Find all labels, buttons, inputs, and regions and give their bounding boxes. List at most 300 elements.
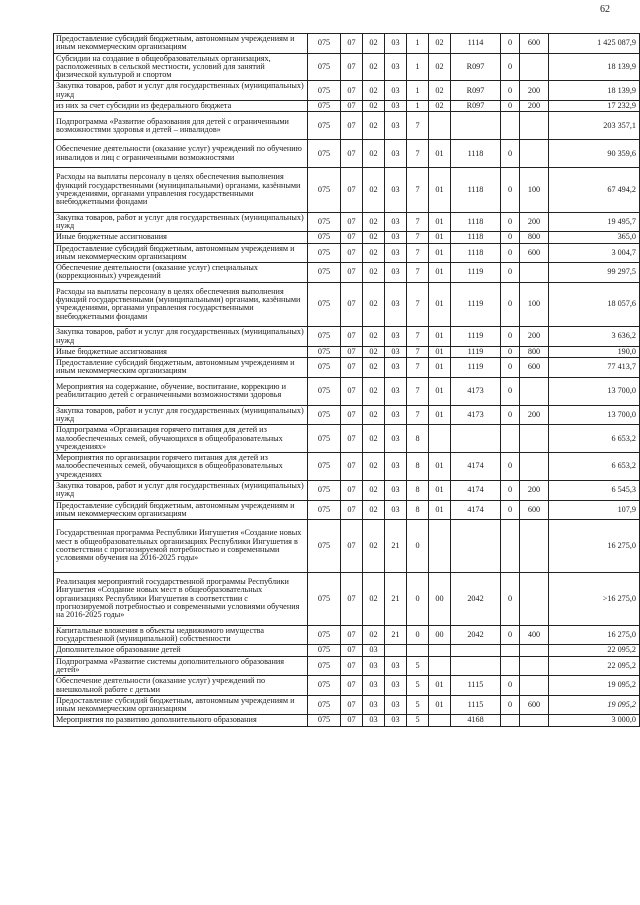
subprogram-code-cell: 7 [407,112,429,140]
digit-code-cell: 0 [501,500,520,520]
table-row [54,695,640,715]
program-code-cell: 03 [385,243,407,263]
expense-name-cell: Мероприятия по развитию дополнительного образования [54,715,308,726]
section-code-cell: 07 [341,34,363,54]
ministry-code-cell: 075 [308,168,341,213]
subsection-code-cell: 02 [363,243,385,263]
table-row [54,346,640,357]
table-row [54,645,640,656]
expense-type-code-cell: 600 [520,695,549,715]
program-code-cell: 03 [385,168,407,213]
digit-code-cell: 0 [501,453,520,481]
program-code-cell: 03 [385,263,407,283]
subprogram-code-cell: 7 [407,140,429,168]
digit-code-cell [501,645,520,656]
activity-code-cell [429,112,451,140]
ministry-code-cell: 075 [308,232,341,243]
expense-type-code-cell: 600 [520,358,549,378]
table-row [54,676,640,696]
program-code-cell: 03 [385,232,407,243]
table-row [54,327,640,347]
activity-code-cell: 00 [429,625,451,645]
activity-code-cell: 01 [429,480,451,500]
table-row [54,715,640,726]
program-code-cell: 03 [385,358,407,378]
digit-code-cell: 0 [501,377,520,405]
subsection-code-cell: 02 [363,480,385,500]
table-row [54,453,640,481]
subsection-code-cell: 02 [363,520,385,573]
program-code-cell: 03 [385,34,407,54]
section-code-cell: 07 [341,101,363,112]
direction-code-cell: 1119 [451,282,501,327]
expense-name-cell: Обеспечение деятельности (оказание услуг) учреждений по обучению инвалидов и лиц с ограниченными возможностями [54,140,308,168]
subprogram-code-cell: 7 [407,168,429,213]
activity-code-cell: 01 [429,377,451,405]
expense-name-cell: Закупка товаров, работ и услуг для государственных (муниципальных) нужд [54,327,308,347]
direction-code-cell: R097 [451,101,501,112]
program-code-cell: 21 [385,520,407,573]
amount-cell: >16 275,0 [549,572,640,625]
direction-code-cell: 4168 [451,715,501,726]
amount-cell: 99 297,5 [549,263,640,283]
expense-type-code-cell [520,520,549,573]
table-row [54,425,640,453]
expense-type-code-cell: 800 [520,346,549,357]
activity-code-cell: 01 [429,243,451,263]
digit-code-cell: 0 [501,243,520,263]
expense-name-cell: Подпрограмма «Организация горячего питания для детей из малообеспеченных семей, обучающихся в общеобразовательных учреждениях» [54,425,308,453]
expense-type-code-cell: 200 [520,480,549,500]
direction-code-cell [451,520,501,573]
program-code-cell: 03 [385,212,407,232]
subprogram-code-cell: 7 [407,243,429,263]
amount-cell: 13 700,0 [549,377,640,405]
section-code-cell: 07 [341,480,363,500]
amount-cell: 1 425 087,9 [549,34,640,54]
ministry-code-cell: 075 [308,34,341,54]
section-code-cell: 07 [341,425,363,453]
section-code-cell: 07 [341,81,363,101]
subsection-code-cell: 02 [363,572,385,625]
expense-type-code-cell [520,53,549,81]
digit-code-cell: 0 [501,81,520,101]
expense-type-code-cell: 200 [520,81,549,101]
ministry-code-cell: 075 [308,715,341,726]
subprogram-code-cell: 7 [407,405,429,425]
digit-code-cell: 0 [501,572,520,625]
table-row [54,572,640,625]
ministry-code-cell: 075 [308,112,341,140]
amount-cell: 67 494,2 [549,168,640,213]
expense-type-code-cell [520,425,549,453]
amount-cell: 3 000,0 [549,715,640,726]
expense-name-cell: Закупка товаров, работ и услуг для государственных (муниципальных) нужд [54,81,308,101]
subsection-code-cell: 03 [363,656,385,676]
program-code-cell: 03 [385,346,407,357]
subprogram-code-cell: 1 [407,81,429,101]
digit-code-cell: 0 [501,480,520,500]
program-code-cell: 03 [385,53,407,81]
subsection-code-cell: 02 [363,112,385,140]
amount-cell: 190,0 [549,346,640,357]
direction-code-cell [451,645,501,656]
activity-code-cell: 01 [429,346,451,357]
direction-code-cell: 2042 [451,572,501,625]
table-row [54,377,640,405]
digit-code-cell: 0 [501,53,520,81]
activity-code-cell [429,656,451,676]
subsection-code-cell: 02 [363,168,385,213]
activity-code-cell: 01 [429,405,451,425]
expense-name-cell: Мероприятия на содержание, обучение, воспитание, коррекцию и реабилитацию детей с ограниченными возможностями здоровья [54,377,308,405]
activity-code-cell: 02 [429,81,451,101]
section-code-cell: 07 [341,232,363,243]
subsection-code-cell: 02 [363,625,385,645]
amount-cell: 203 357,1 [549,112,640,140]
subsection-code-cell: 02 [363,425,385,453]
expense-name-cell: Закупка товаров, работ и услуг для государственных (муниципальных) нужд [54,405,308,425]
program-code-cell: 03 [385,715,407,726]
direction-code-cell: 4173 [451,405,501,425]
amount-cell: 16 275,0 [549,520,640,573]
subsection-code-cell: 02 [363,377,385,405]
program-code-cell: 21 [385,572,407,625]
table-row [54,34,640,54]
subsection-code-cell: 02 [363,101,385,112]
direction-code-cell: 1119 [451,263,501,283]
amount-cell: 18 057,6 [549,282,640,327]
activity-code-cell: 01 [429,500,451,520]
digit-code-cell: 0 [501,676,520,696]
amount-cell: 19 095,2 [549,676,640,696]
expense-name-cell: Иные бюджетные ассигнования [54,232,308,243]
expense-name-cell: Капитальные вложения в объекты недвижимого имущества государственной (муниципальной) собственности [54,625,308,645]
table-row [54,500,640,520]
expense-name-cell: Обеспечение деятельности (оказание услуг) учреждений по внешкольной работе с детьми [54,676,308,696]
table-row [54,81,640,101]
expense-type-code-cell [520,263,549,283]
activity-code-cell: 01 [429,263,451,283]
section-code-cell: 07 [341,695,363,715]
section-code-cell: 07 [341,358,363,378]
digit-code-cell: 0 [501,263,520,283]
subprogram-code-cell: 7 [407,377,429,405]
amount-cell: 6 653,2 [549,453,640,481]
digit-code-cell: 0 [501,212,520,232]
subprogram-code-cell: 5 [407,715,429,726]
direction-code-cell: 4173 [451,377,501,405]
amount-cell: 77 413,7 [549,358,640,378]
digit-code-cell [501,520,520,573]
activity-code-cell: 01 [429,695,451,715]
subprogram-code-cell: 5 [407,656,429,676]
expense-type-code-cell [520,645,549,656]
direction-code-cell: 1118 [451,212,501,232]
expense-name-cell: Субсидии на создание в общеобразовательных организациях, расположенных в сельской местности, условий для занятий физической культурой и спортом [54,53,308,81]
expense-type-code-cell: 600 [520,34,549,54]
digit-code-cell: 0 [501,232,520,243]
expense-type-code-cell: 600 [520,500,549,520]
ministry-code-cell: 075 [308,377,341,405]
section-code-cell: 07 [341,405,363,425]
direction-code-cell [451,656,501,676]
digit-code-cell: 0 [501,101,520,112]
digit-code-cell [501,112,520,140]
subsection-code-cell: 02 [363,140,385,168]
activity-code-cell: 02 [429,34,451,54]
subsection-code-cell: 03 [363,645,385,656]
expense-name-cell: Подпрограмма «Развитие образования для детей с ограниченными возможностями здоровья и детей – инвалидов» [54,112,308,140]
subprogram-code-cell: 5 [407,695,429,715]
direction-code-cell: 1118 [451,243,501,263]
subprogram-code-cell: 7 [407,327,429,347]
amount-cell: 19 095,2 [549,695,640,715]
program-code-cell: 03 [385,695,407,715]
table-row [54,140,640,168]
expense-type-code-cell [520,112,549,140]
subsection-code-cell: 02 [363,405,385,425]
ministry-code-cell: 075 [308,243,341,263]
section-code-cell: 07 [341,625,363,645]
subsection-code-cell: 02 [363,53,385,81]
subprogram-code-cell: 0 [407,572,429,625]
activity-code-cell [429,520,451,573]
expense-type-code-cell: 600 [520,243,549,263]
table-row [54,358,640,378]
budget-table [53,33,640,727]
subprogram-code-cell: 7 [407,232,429,243]
program-code-cell: 03 [385,405,407,425]
section-code-cell: 07 [341,715,363,726]
amount-cell: 22 095,2 [549,645,640,656]
activity-code-cell: 00 [429,572,451,625]
digit-code-cell: 0 [501,358,520,378]
section-code-cell: 07 [341,500,363,520]
expense-name-cell: Подпрограмма «Развитие системы дополнительного образования детей» [54,656,308,676]
table-row [54,243,640,263]
activity-code-cell: 01 [429,232,451,243]
section-code-cell: 07 [341,327,363,347]
amount-cell: 6 653,2 [549,425,640,453]
program-code-cell: 03 [385,282,407,327]
table-row [54,212,640,232]
expense-name-cell: Предоставление субсидий бюджетным, автономным учреждениям и иным некоммерческим организациям [54,358,308,378]
activity-code-cell: 01 [429,676,451,696]
expense-type-code-cell [520,453,549,481]
expense-type-code-cell [520,656,549,676]
ministry-code-cell: 075 [308,140,341,168]
expense-name-cell: Предоставление субсидий бюджетным, автономным учреждениям и иным некоммерческим организациям [54,34,308,54]
ministry-code-cell: 075 [308,263,341,283]
program-code-cell: 03 [385,656,407,676]
expense-type-code-cell [520,572,549,625]
ministry-code-cell: 075 [308,425,341,453]
expense-name-cell: Мероприятия по организации горячего питания для детей из малообеспеченных семей, обучающихся в общеобразовательных учреждениях [54,453,308,481]
activity-code-cell: 01 [429,358,451,378]
activity-code-cell: 01 [429,282,451,327]
ministry-code-cell: 075 [308,282,341,327]
section-code-cell: 07 [341,243,363,263]
table-row [54,282,640,327]
ministry-code-cell: 075 [308,695,341,715]
amount-cell: 22 095,2 [549,656,640,676]
section-code-cell: 07 [341,140,363,168]
ministry-code-cell: 075 [308,625,341,645]
program-code-cell: 03 [385,480,407,500]
table-row [54,656,640,676]
expense-type-code-cell: 200 [520,327,549,347]
subsection-code-cell: 02 [363,212,385,232]
ministry-code-cell: 075 [308,81,341,101]
direction-code-cell: 1119 [451,358,501,378]
direction-code-cell: 1119 [451,346,501,357]
direction-code-cell: 1115 [451,695,501,715]
amount-cell: 18 139,9 [549,53,640,81]
subsection-code-cell: 02 [363,453,385,481]
digit-code-cell: 0 [501,405,520,425]
digit-code-cell: 0 [501,346,520,357]
activity-code-cell: 01 [429,453,451,481]
activity-code-cell: 01 [429,140,451,168]
ministry-code-cell: 075 [308,520,341,573]
table-row [54,520,640,573]
section-code-cell: 07 [341,645,363,656]
ministry-code-cell: 075 [308,656,341,676]
direction-code-cell: 1118 [451,232,501,243]
subsection-code-cell: 03 [363,715,385,726]
direction-code-cell [451,425,501,453]
digit-code-cell [501,715,520,726]
digit-code-cell: 0 [501,695,520,715]
program-code-cell: 03 [385,425,407,453]
ministry-code-cell: 075 [308,405,341,425]
direction-code-cell: 1118 [451,140,501,168]
expense-type-code-cell: 200 [520,405,549,425]
amount-cell: 16 275,0 [549,625,640,645]
page-number: 62 [600,4,610,15]
subprogram-code-cell: 8 [407,500,429,520]
expense-type-code-cell [520,715,549,726]
expense-name-cell: Предоставление субсидий бюджетным, автономным учреждениям и иным некоммерческим организациям [54,695,308,715]
expense-name-cell: Государственная программа Республики Ингушетия «Создание новых мест в общеобразовательных организациях Республики Ингушетия в соответствии с прогнозируемой потребностью и современными условиями обучения на 2016-2025 годы» [54,520,308,573]
direction-code-cell: 1118 [451,168,501,213]
table-row [54,53,640,81]
program-code-cell: 03 [385,101,407,112]
expense-name-cell: Расходы на выплаты персоналу в целях обеспечения выполнения функций государственными (муниципальными) органами, казёнными учреждениями, органами управления государственными внебюджетными фондами [54,282,308,327]
expense-name-cell: Расходы на выплаты персоналу в целях обеспечения выполнения функций государственными (муниципальными) органами, казёнными учреждениями, органами управления государственными внебюджетными фондами [54,168,308,213]
section-code-cell: 07 [341,282,363,327]
subprogram-code-cell: 8 [407,425,429,453]
subsection-code-cell: 02 [363,81,385,101]
expense-name-cell: Дополнительное образование детей [54,645,308,656]
activity-code-cell: 01 [429,168,451,213]
section-code-cell: 07 [341,572,363,625]
direction-code-cell: 4174 [451,453,501,481]
table-row [54,480,640,500]
direction-code-cell [451,112,501,140]
expense-name-cell: Реализация мероприятий государственной программы Республики Ингушетия «Создание новых мест в общеобразовательных организациях Республики Ингушетия в соответствии с прогнозируемой потребностью и современными условиями обучения на 2016-2025 годы» [54,572,308,625]
expense-name-cell: Предоставление субсидий бюджетным, автономным учреждениям и иным некоммерческим организациям [54,243,308,263]
digit-code-cell: 0 [501,140,520,168]
subsection-code-cell: 02 [363,327,385,347]
subprogram-code-cell: 7 [407,358,429,378]
subprogram-code-cell: 0 [407,625,429,645]
activity-code-cell [429,425,451,453]
direction-code-cell: 1115 [451,676,501,696]
section-code-cell: 07 [341,453,363,481]
activity-code-cell: 01 [429,212,451,232]
expense-type-code-cell: 200 [520,212,549,232]
program-code-cell: 03 [385,327,407,347]
expense-name-cell: из них за счет субсидии из федерального бюджета [54,101,308,112]
program-code-cell: 03 [385,81,407,101]
section-code-cell: 07 [341,656,363,676]
expense-type-code-cell: 400 [520,625,549,645]
subsection-code-cell: 02 [363,358,385,378]
direction-code-cell: 2042 [451,625,501,645]
subprogram-code-cell: 7 [407,263,429,283]
subprogram-code-cell: 1 [407,34,429,54]
subsection-code-cell: 02 [363,346,385,357]
subsection-code-cell: 02 [363,34,385,54]
ministry-code-cell: 075 [308,346,341,357]
program-code-cell: 03 [385,112,407,140]
section-code-cell: 07 [341,346,363,357]
amount-cell: 107,9 [549,500,640,520]
program-code-cell: 03 [385,453,407,481]
program-code-cell: 03 [385,140,407,168]
direction-code-cell: 4174 [451,480,501,500]
digit-code-cell [501,656,520,676]
ministry-code-cell: 075 [308,500,341,520]
section-code-cell: 07 [341,263,363,283]
expense-type-code-cell: 800 [520,232,549,243]
program-code-cell: 03 [385,676,407,696]
subprogram-code-cell: 0 [407,520,429,573]
amount-cell: 6 545,3 [549,480,640,500]
activity-code-cell [429,715,451,726]
amount-cell: 365,0 [549,232,640,243]
section-code-cell: 07 [341,520,363,573]
amount-cell: 19 495,7 [549,212,640,232]
amount-cell: 18 139,9 [549,81,640,101]
amount-cell: 17 232,9 [549,101,640,112]
subprogram-code-cell [407,645,429,656]
table-row [54,232,640,243]
direction-code-cell: 4174 [451,500,501,520]
subprogram-code-cell: 7 [407,282,429,327]
ministry-code-cell: 075 [308,212,341,232]
direction-code-cell: 1114 [451,34,501,54]
subsection-code-cell: 02 [363,500,385,520]
digit-code-cell: 0 [501,34,520,54]
ministry-code-cell: 075 [308,327,341,347]
ministry-code-cell: 075 [308,480,341,500]
section-code-cell: 07 [341,676,363,696]
amount-cell: 13 700,0 [549,405,640,425]
section-code-cell: 07 [341,212,363,232]
activity-code-cell: 02 [429,53,451,81]
table-row [54,168,640,213]
digit-code-cell: 0 [501,327,520,347]
ministry-code-cell: 075 [308,358,341,378]
ministry-code-cell: 075 [308,645,341,656]
expense-type-code-cell [520,140,549,168]
activity-code-cell: 01 [429,327,451,347]
digit-code-cell: 0 [501,282,520,327]
program-code-cell: 03 [385,500,407,520]
